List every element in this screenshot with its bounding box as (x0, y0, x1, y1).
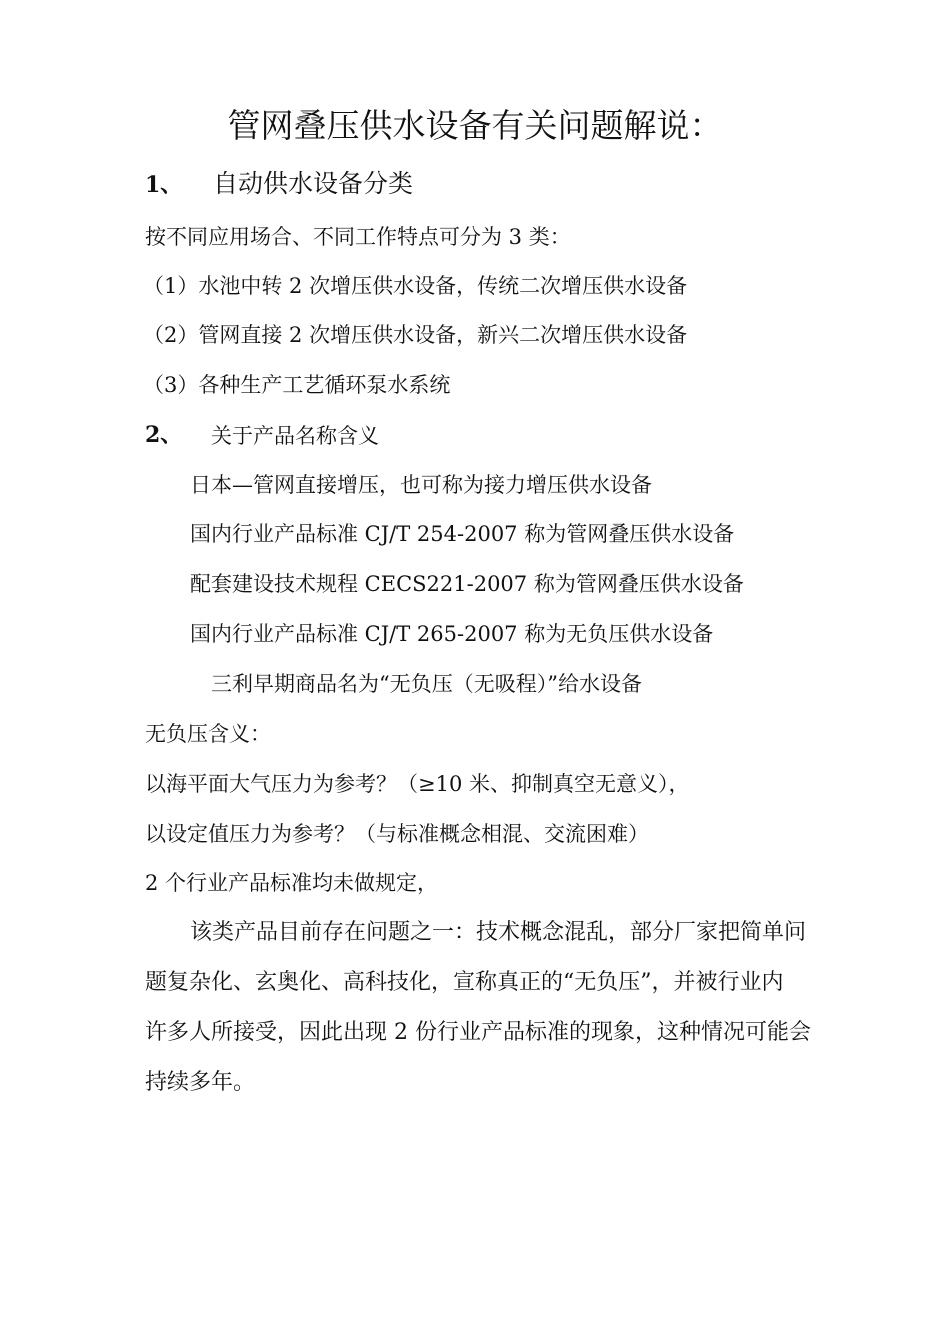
paragraph-line-2: 题复杂化、玄奥化、高科技化，宣称真正的“无负压”，并被行业内 (145, 970, 784, 995)
paragraph-line-4: 持续多年。 (145, 1070, 256, 1095)
meaning-item-3: 2 个行业产品标准均未做规定， (145, 871, 439, 895)
section-2-item-1: 日本—管网直接增压，也可称为接力增压供水设备 (190, 473, 652, 497)
section-2-heading: 关于产品名称含义 (211, 424, 379, 448)
section-2-item-5: 三利早期商品名为“无负压（无吸程）”给水设备 (211, 672, 642, 696)
section-1-item-3: （3）各种生产工艺循环泵水系统 (143, 373, 451, 397)
paragraph-line-3: 许多人所接受，因此出现 2 份行业产品标准的现象，这种情况可能会 (145, 1020, 811, 1045)
paragraph-line-1: 该类产品目前存在问题之一：技术概念混乱，部分厂家把简单问 (190, 920, 807, 945)
section-1-intro: 按不同应用场合、不同工作特点可分为 3 类： (145, 225, 571, 249)
section-2-item-2: 国内行业产品标准 CJ/T 254-2007 称为管网叠压供水设备 (190, 522, 735, 546)
section-2-item-3: 配套建设技术规程 CECS221-2007 称为管网叠压供水设备 (190, 572, 744, 596)
section-2-number: 2、 (145, 422, 183, 448)
meaning-heading: 无负压含义： (145, 722, 271, 746)
section-1-number: 1、 (145, 172, 183, 198)
page-title: 管网叠压供水设备有关问题解说： (227, 106, 723, 145)
section-1-item-1: （1）水池中转 2 次增压供水设备，传统二次增压供水设备 (143, 274, 688, 298)
meaning-item-1: 以海平面大气压力为参考？（≥10 米、抑制真空无意义）， (145, 772, 690, 796)
section-1-item-2: （2）管网直接 2 次增压供水设备，新兴二次增压供水设备 (143, 323, 688, 347)
meaning-item-2: 以设定值压力为参考？（与标准概念相混、交流困难） (145, 822, 649, 846)
section-1-heading: 自动供水设备分类 (213, 169, 414, 198)
section-2-item-4: 国内行业产品标准 CJ/T 265-2007 称为无负压供水设备 (190, 622, 714, 646)
